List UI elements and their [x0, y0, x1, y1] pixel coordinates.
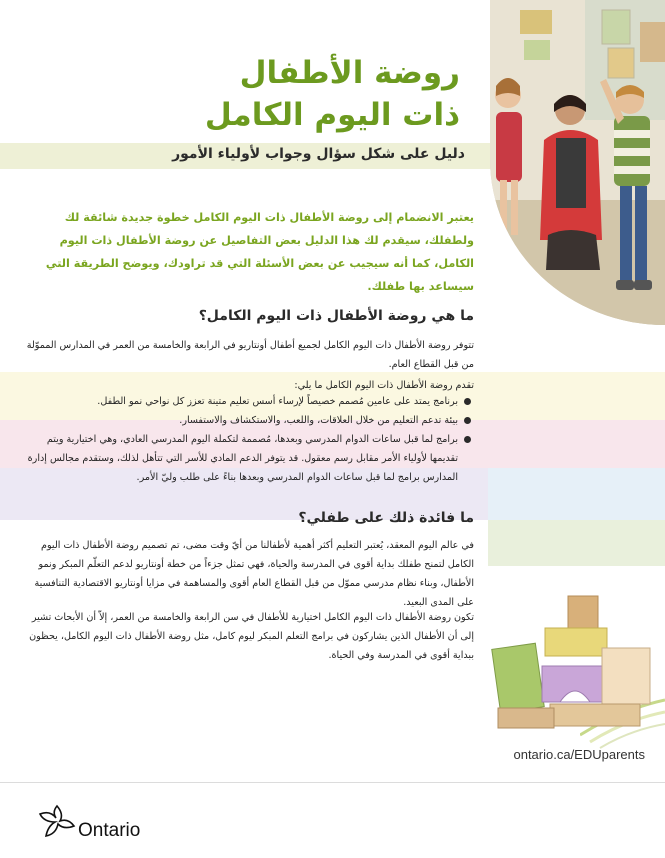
section1-heading: ما هي روضة الأطفال ذات اليوم الكامل؟ — [198, 308, 474, 324]
section1-paragraph-2: تقدم روضة الأطفال ذات اليوم الكامل ما يلي: — [294, 380, 474, 391]
section1-bullet-list — [22, 392, 474, 487]
intro-paragraph: يعتبر الانضمام إلى روضة الأطفال ذات اليوم الكامل خطوة جديدة شائقة لك ولطفلك، سيقدم لك هذا الدليل بعض التفاصيل عن روضة الأطفال ذات اليوم الكامل، كما أنه سيجيب عن بعض الأسئلة التي قد تراودك، ويوضح الطريقة التي سيساعد بها طفلك. — [45, 211, 474, 293]
website-url[interactable]: ontario.ca/EDUparents — [513, 747, 645, 762]
section2-paragraph-2: تكون روضة الأطفال ذات اليوم الكامل اختيارية للأطفال في سن الرابعة والخامسة من العمر، إلاّ أن الأبحاث تشير إلى أن الأطفال الذين يشاركون في برامج التعلم المبكر ليوم كامل، مثل روضة الأطفال ذات اليوم الكامل، يحظون ببداية أقوى في المدرسة وفي الحياة. — [29, 612, 474, 661]
list-item: برامج لما قبل ساعات الدوام المدرسي وبعدها، مُصممة لتكملة اليوم المدرسي العادي، وهي اختيارية ويتم تقديمها لأولياء الأمر مقابل رسم معقول. قد يتوفر الدعم المادي للأسر التي تتأهل لذلك، وستقدم مجالس إدارة المدارس برامج لما قبل ساعات الدوام المدرسي وبعدها بناءً على طلب وليّ الأمر. — [22, 430, 474, 487]
trillium-icon — [38, 804, 76, 838]
ontario-logo: Ontario — [78, 820, 141, 841]
list-item: بيئة تدعم التعليم من خلال العلاقات، واللعب، والاستكشاف والاستفسار. — [22, 411, 474, 430]
title-line-1: روضة الأطفال — [239, 55, 460, 91]
page-subtitle: دليل على شكل سؤال وجواب لأولياء الأمور — [172, 146, 465, 162]
section1-paragraph-1: تتوفر روضة الأطفال ذات اليوم الكامل لجميع أطفال أونتاريو في الرابعة والخامسة من العمر في المدارس المموّلة من قبل القطاع العام. — [26, 340, 474, 370]
wooden-blocks — [490, 590, 665, 740]
classroom-photo — [490, 0, 665, 325]
title-line-2: ذات اليوم الكامل — [204, 97, 460, 133]
list-item: برنامج يمتد على عامين مُصمم خصيصاً لإرساء أسس تعليم متينة تعزز كل نواحي نمو الطفل. — [22, 392, 474, 411]
band-green — [488, 520, 665, 566]
section2-paragraph-1: في عالم اليوم المعقد، يُعتبر التعليم أكثر أهمية لأطفالنا من أيّ وقت مضى، تم تصميم روضة الأطفال ذات اليوم الكامل لتمنح طفلك بداية أقوى في المدرسة والحياة، فهي تمثل جزءاً من خطة أونتاريو لدعم التعلّم المبكر ونمو الأطفال، وبناء نظام مدرسي مموّل من قبل القطاع العام أقوى والمساهمة في مزايا أونتاريو الاقتصادية التنافسية على المدى البعيد. — [34, 540, 474, 608]
footer-divider — [0, 782, 665, 783]
page-title — [205, 52, 460, 136]
section2-heading: ما فائدة ذلك على طفلي؟ — [298, 510, 474, 526]
band-blue — [488, 468, 665, 520]
